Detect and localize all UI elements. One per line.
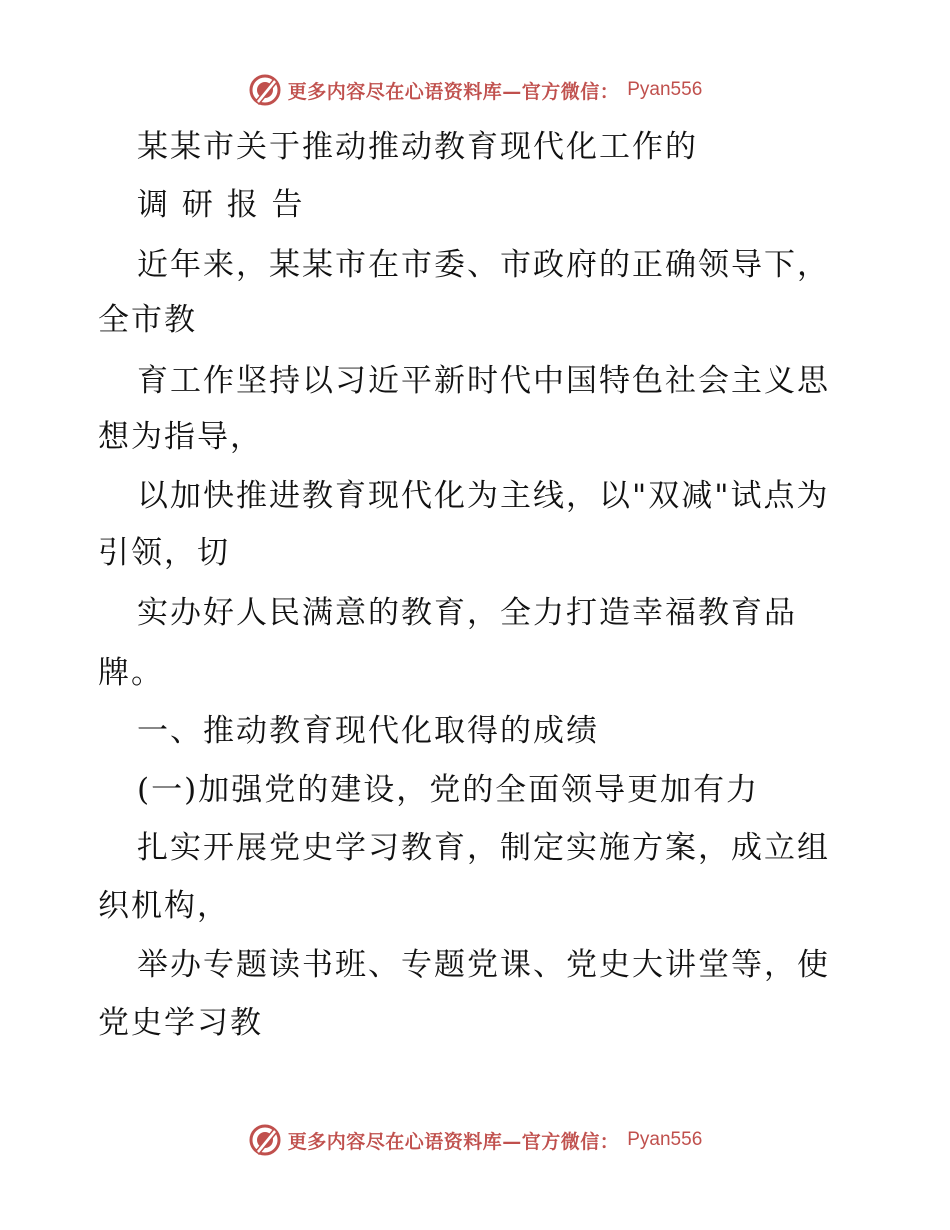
watermark-text: 更多内容尽在心语资料库—官方微信： <box>287 80 620 103</box>
pen-logo-icon <box>248 73 282 107</box>
body-line: 实办好人民满意的教育，全力打造幸福教育品 <box>137 595 797 631</box>
body-line: 以加快推进教育现代化为主线，以"双减"试点为 <box>137 478 830 514</box>
body-line: 牌。 <box>98 655 164 691</box>
watermark-wechat-id: Pyan556 <box>627 1129 703 1150</box>
pen-logo-icon <box>248 1123 282 1157</box>
body-line: 育工作坚持以习近平新时代中国特色社会主义思 <box>137 363 830 399</box>
body-line: 近年来，某某市在市委、市政府的正确领导下， <box>137 247 830 283</box>
body-line: 全市教 <box>98 302 197 338</box>
document-title-line-2: 调 研 报 告 <box>137 187 305 223</box>
subsection-heading: (一)加强党的建设，党的全面领导更加有力 <box>137 772 760 808</box>
footer-watermark <box>0 1120 950 1160</box>
header-watermark <box>0 70 950 110</box>
body-line: 织机构， <box>98 888 230 924</box>
body-line: 想为指导， <box>98 419 263 455</box>
body-line: 举办专题读书班、专题党课、党史大讲堂等，使 <box>137 947 830 983</box>
watermark-text: 更多内容尽在心语资料库—官方微信： <box>287 1130 620 1153</box>
document-title-line-1: 某某市关于推动推动教育现代化工作的 <box>137 129 698 165</box>
watermark-wechat-id: Pyan556 <box>627 79 703 100</box>
body-line: 扎实开展党史学习教育，制定实施方案，成立组 <box>137 830 830 866</box>
body-line: 党史学习教 <box>98 1005 263 1041</box>
body-line: 引领，切 <box>98 535 230 571</box>
section-heading: 一、推动教育现代化取得的成绩 <box>137 713 599 749</box>
